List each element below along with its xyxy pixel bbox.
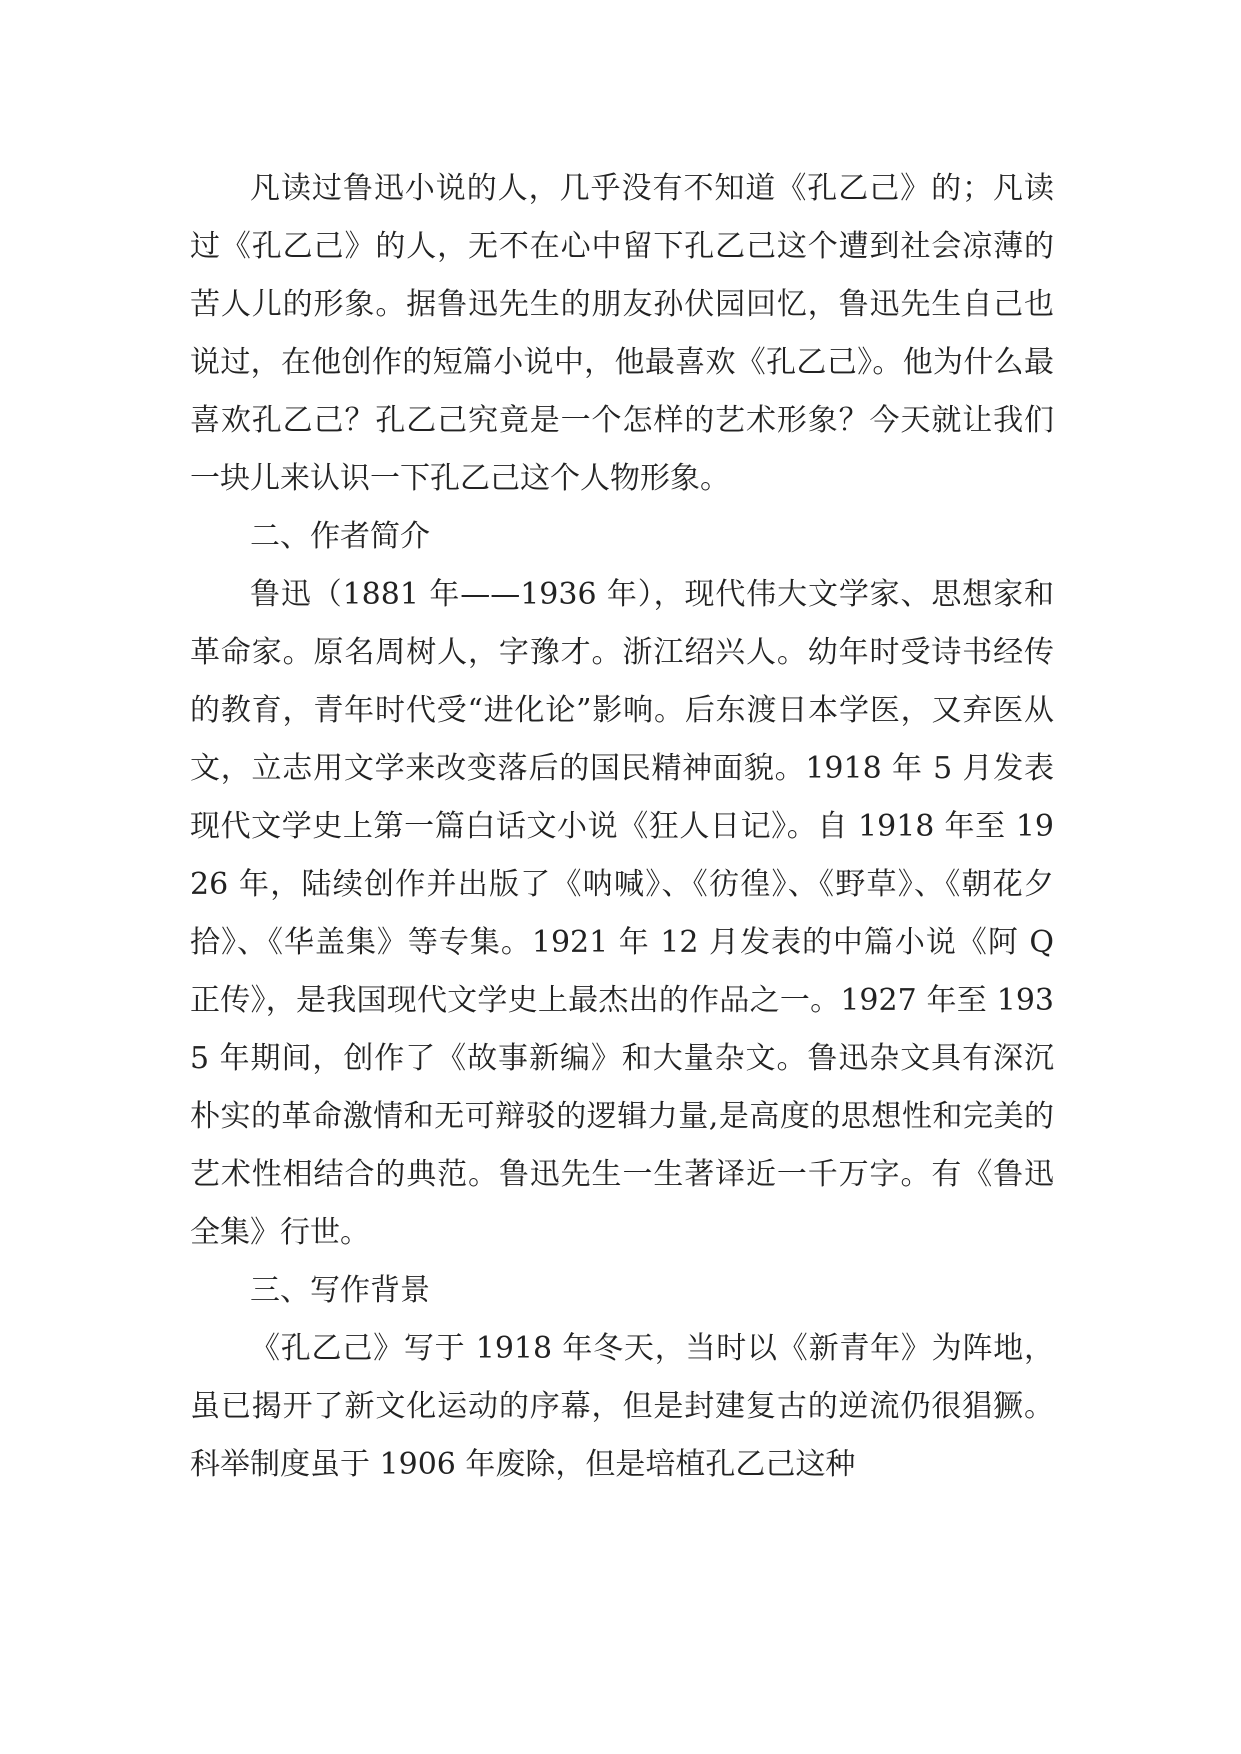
section-heading-background: 三、写作背景 — [250, 1273, 430, 1308]
intro-paragraph: 凡读过鲁迅小说的人，几乎没有不知道《孔乙己》的；凡读过《孔乙己》的人，无不在心中留下孔乙己这个遭到社会凉薄的苦人儿的形象。据鲁迅先生的朋友孙伏园回忆，鲁迅先生自己也说过，在他创作的短篇小说中，他最喜欢《孔乙己》。他为什么最喜欢孔乙己？孔乙己究竟是一个怎样的艺术形象？今天就让我们一块儿来认识一下孔乙己这个人物形象。 — [190, 171, 1054, 496]
section-heading-author: 二、作者简介 — [250, 519, 430, 554]
author-bio-paragraph: 鲁迅（1881 年——1936 年），现代伟大文学家、思想家和革命家。原名周树人，字豫才。浙江绍兴人。幼年时受诗书经传的教育，青年时代受“进化论”影响。后东渡日本学医，又弃医从文，立志用文学来改变落后的国民精神面貌。1918 年 5 月发表现代文学史上第一篇白话文小说《狂人日记》。自 1918 年至 1926 年，陆续创作并出版了《呐喊》、《彷徨》、《野草》、《朝花夕拾》、《华盖集》等专集。1921 年 12 月发表的中篇小说《阿 Q 正传》，是我国现代文学史上最杰出的作品之一。1927 年至 1935 年期间，创作了《故事新编》和大量杂文。鲁迅杂文具有深沉朴实的革命激情和无可辩驳的逻辑力量,是高度的思想性和完美的艺术性相结合的典范。鲁迅先生一生著译近一千万字。有《鲁迅全集》行世。 — [190, 577, 1054, 1250]
background-paragraph: 《孔乙己》写于 1918 年冬天，当时以《新青年》为阵地，虽已揭开了新文化运动的序幕，但是封建复古的逆流仍很猖獗。科举制度虽于 1906 年废除，但是培植孔乙己这种 — [190, 1331, 1054, 1482]
document-body — [190, 160, 1054, 1494]
